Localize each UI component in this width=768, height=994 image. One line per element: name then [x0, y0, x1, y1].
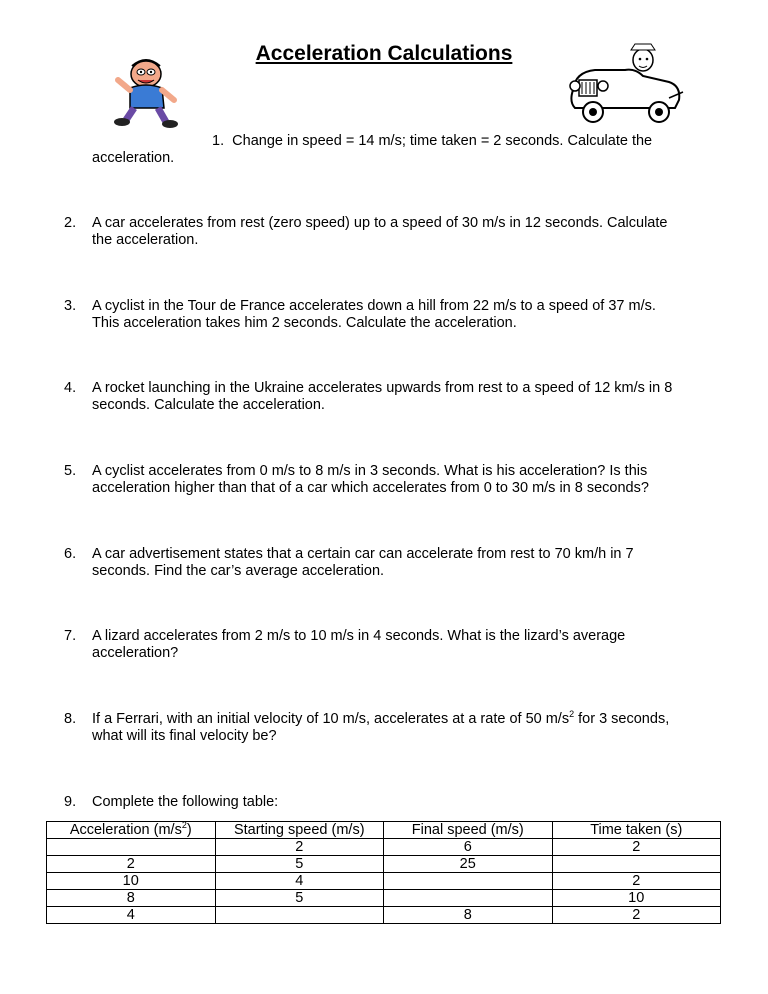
header-acceleration: Acceleration $(m/s^2)$	[47, 822, 216, 839]
car-driver-icon	[565, 42, 685, 126]
running-man-icon	[108, 50, 184, 128]
question-5	[64, 463, 742, 497]
table-cell[interactable]: 2	[552, 839, 721, 856]
header-final-speed: Final speed (m/s)	[384, 822, 553, 839]
question-text-line-1: A cyclist accelerates from 0 m/s to 8 m/s in 3 seconds. What is his acceleration? Is this	[92, 463, 648, 479]
table-row	[47, 890, 721, 907]
table-row	[47, 856, 721, 873]
question-text: Change in speed = 14 m/s; time taken = 2 seconds. Calculate the	[232, 133, 653, 149]
table-cell[interactable]: 5	[215, 890, 384, 907]
table-cell[interactable]: 6	[384, 839, 553, 856]
question-number: 8.	[64, 711, 77, 727]
table-header-row	[47, 822, 721, 839]
table-cell[interactable]: 10	[47, 873, 216, 890]
acceleration-table	[46, 821, 721, 924]
question-text-line-2: seconds. Find the car’s average acceleration.	[92, 563, 385, 579]
table-cell[interactable]: 2	[552, 907, 721, 924]
question-text-line-2: the acceleration.	[92, 232, 199, 248]
question-text-line-1: A car advertisement states that a certain car can accelerate from rest to 70 km/h in 7	[92, 546, 634, 562]
table-row	[47, 839, 721, 856]
table-cell[interactable]: 2	[47, 856, 216, 873]
table-cell[interactable]: 25	[384, 856, 553, 873]
page-title: Acceleration Calculations	[255, 42, 513, 65]
table-cell[interactable]	[552, 856, 721, 873]
question-2	[64, 215, 742, 249]
question-text-line-1: A rocket launching in the Ukraine accelerates upwards from rest to a speed of 12 km/s in 8	[92, 380, 673, 396]
table-cell[interactable]: 2	[215, 839, 384, 856]
question-number: 4.	[64, 380, 77, 396]
question-9	[64, 794, 742, 811]
question-4	[64, 380, 742, 414]
question-text-line-1: Complete the following table:	[92, 794, 279, 810]
question-number: 1.	[212, 133, 225, 149]
question-text-line-2: acceleration higher than that of a car which accelerates from 0 to 30 m/s in 8 seconds?	[92, 480, 649, 496]
question-number: 6.	[64, 546, 77, 562]
table-row	[47, 907, 721, 924]
header-starting-speed: Starting speed (m/s)	[215, 822, 384, 839]
question-number: 2.	[64, 215, 77, 231]
question-text-line-1: If a Ferrari, with an initial velocity of 10 m/s, accelerates at a rate of 50 $m/s^2$ for 3 seconds,	[92, 709, 670, 727]
question-number: 7.	[64, 628, 77, 644]
question-1-continued: acceleration.	[92, 150, 175, 166]
table-cell[interactable]: 4	[215, 873, 384, 890]
question-6	[64, 546, 742, 580]
question-text-line-1: A cyclist in the Tour de France accelerates down a hill from 22 m/s to a speed of 37 m/s.	[92, 298, 656, 314]
table-cell[interactable]: 10	[552, 890, 721, 907]
question-text-line-2: what will its final velocity be?	[92, 728, 277, 744]
question-number: 5.	[64, 463, 77, 479]
table-cell[interactable]: 8	[384, 907, 553, 924]
table-cell[interactable]	[384, 873, 553, 890]
table-cell[interactable]: 4	[47, 907, 216, 924]
question-number: 9.	[64, 794, 77, 810]
question-text-line-1: A lizard accelerates from 2 m/s to 10 m/s in 4 seconds. What is the lizard’s average	[92, 628, 626, 644]
table-cell[interactable]	[47, 839, 216, 856]
question-7	[64, 628, 742, 662]
question-text-line-2: This acceleration takes him 2 seconds. Calculate the acceleration.	[92, 315, 517, 331]
question-number: 3.	[64, 298, 77, 314]
header-time-taken: Time taken (s)	[552, 822, 721, 839]
table-cell[interactable]: 2	[552, 873, 721, 890]
question-8	[64, 709, 742, 745]
table-cell[interactable]	[384, 890, 553, 907]
table-cell[interactable]: 5	[215, 856, 384, 873]
table-cell[interactable]: 8	[47, 890, 216, 907]
table-cell[interactable]	[215, 907, 384, 924]
question-1	[212, 133, 652, 150]
question-text-line-1: A car accelerates from rest (zero speed) up to a speed of 30 m/s in 12 seconds. Calculate	[92, 215, 668, 231]
table-row	[47, 873, 721, 890]
question-text-line-2: acceleration?	[92, 645, 179, 661]
question-text-line-2: seconds. Calculate the acceleration.	[92, 397, 325, 413]
question-3	[64, 298, 742, 332]
